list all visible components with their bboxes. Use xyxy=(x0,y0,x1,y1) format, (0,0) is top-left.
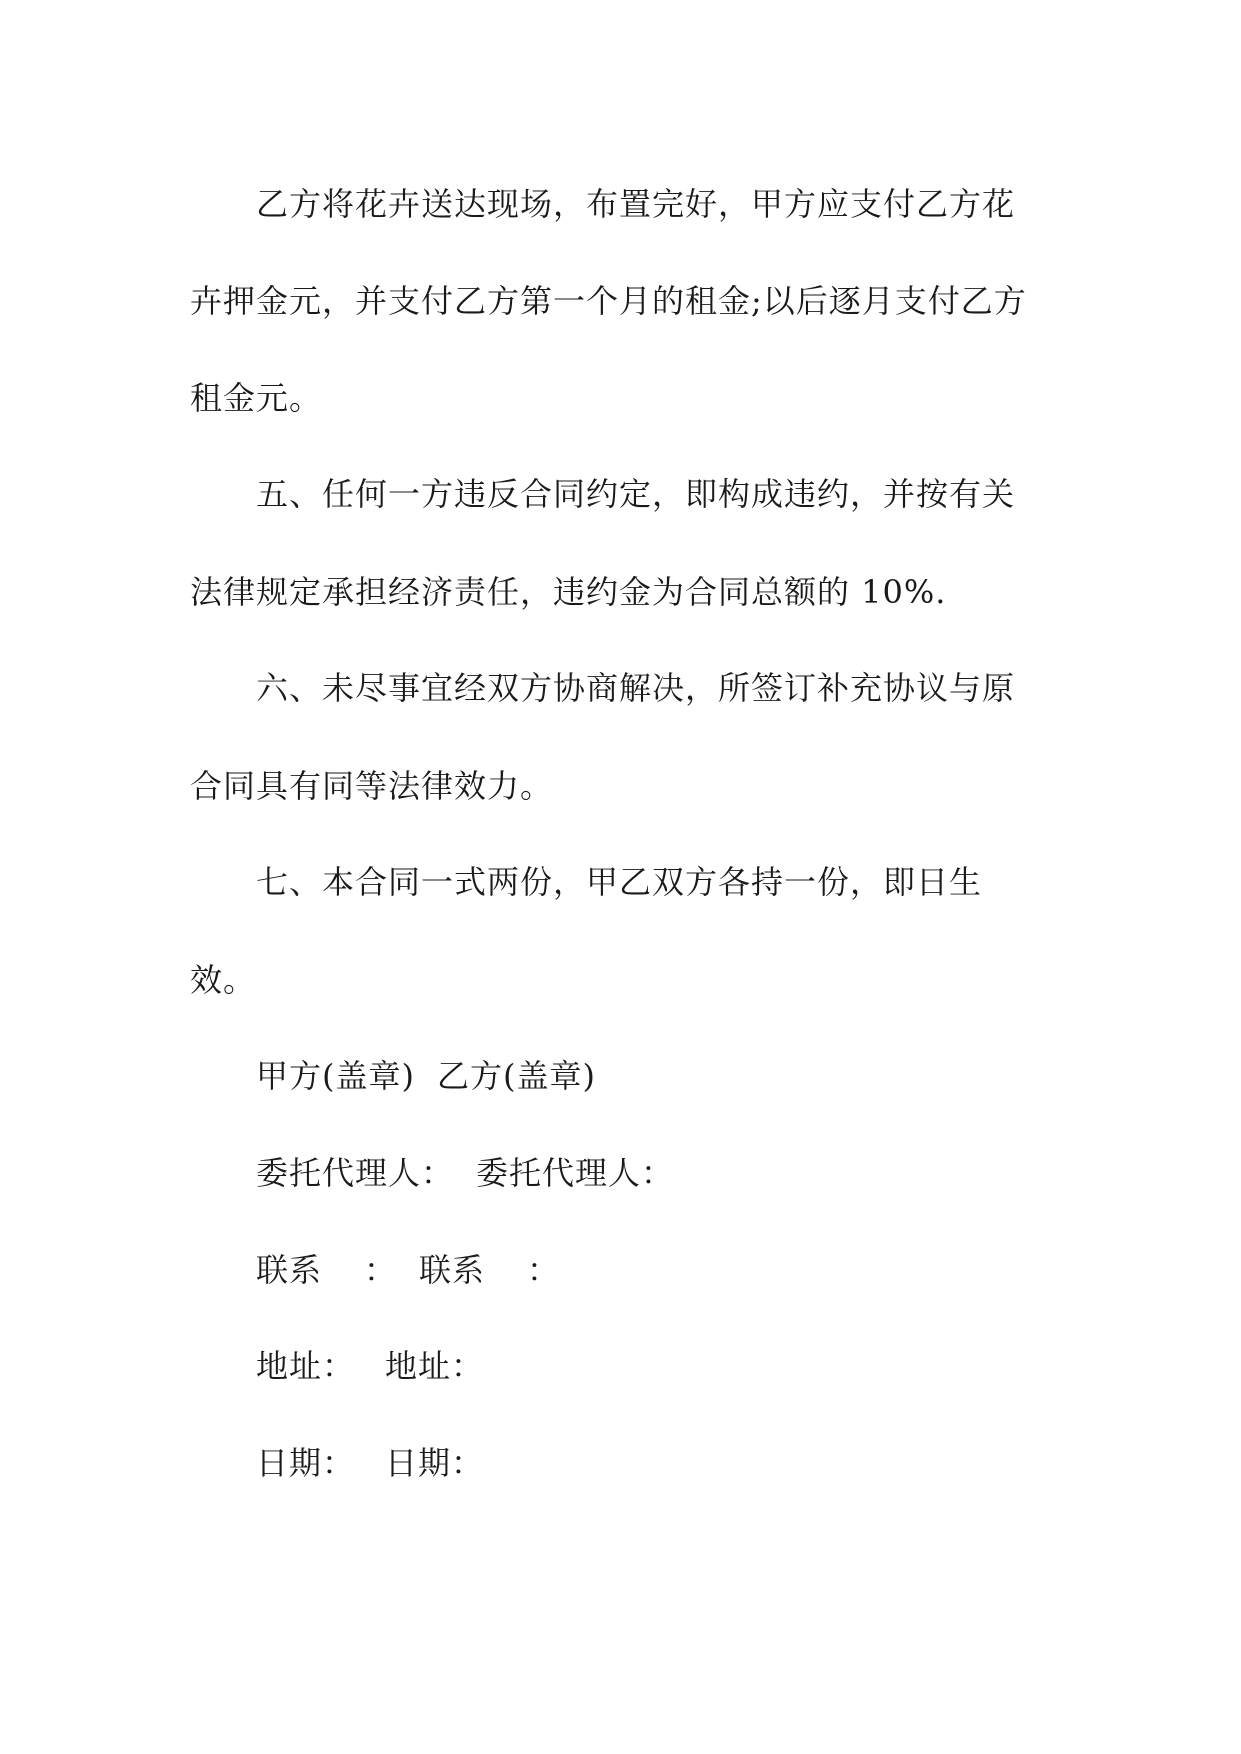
clause5-line1: 五、任何一方违反合同约定，即构成违约，并按有关 xyxy=(256,475,1016,513)
agent-b-label: 委托代理人： xyxy=(476,1154,675,1192)
seal-row xyxy=(256,1056,1136,1096)
contact-b-colon: ： xyxy=(527,1251,561,1289)
party-b-seal: 乙方(盖章) xyxy=(436,1057,596,1095)
clause4-line1: 乙方将花卉送达现场，布置完好，甲方应支付乙方花 xyxy=(256,185,1016,223)
date-a-label: 日期： xyxy=(256,1444,356,1482)
address-a-label: 地址： xyxy=(256,1347,356,1385)
clause4-line2: 卉押金元，并支付乙方第一个月的租金;以后逐月支付乙方 xyxy=(190,282,1027,320)
address-row xyxy=(256,1346,1136,1386)
clause7-line1: 七、本合同一式两份，甲乙双方各持一份，即日生 xyxy=(256,863,983,901)
agent-a-label: 委托代理人： xyxy=(256,1154,455,1192)
clause6-line1: 六、未尽事宜经双方协商解决，所签订补充协议与原 xyxy=(256,669,1016,707)
date-row xyxy=(256,1443,1136,1483)
contact-row xyxy=(256,1250,1136,1290)
address-b-label: 地址： xyxy=(385,1347,485,1385)
clause4-line3: 租金元。 xyxy=(190,379,323,417)
contact-a-label: 联系 xyxy=(256,1251,323,1289)
contact-a-colon: ： xyxy=(364,1251,398,1289)
party-a-seal: 甲方(盖章) xyxy=(256,1057,415,1095)
contact-b-label: 联系 xyxy=(419,1251,486,1289)
clause6-line2: 合同具有同等法律效力。 xyxy=(190,767,554,805)
date-b-label: 日期： xyxy=(385,1444,485,1482)
clause5-line2: 法律规定承担经济责任，违约金为合同总额的 10%. xyxy=(190,573,947,611)
clause7-line2: 效。 xyxy=(190,961,257,999)
agent-row xyxy=(256,1153,1136,1193)
